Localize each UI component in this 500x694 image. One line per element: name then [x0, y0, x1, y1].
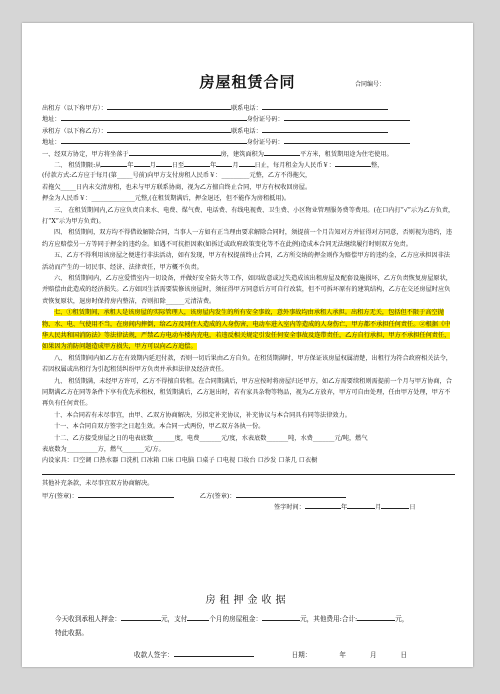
lessee-signature-label: 乙方(签章)： [199, 492, 236, 500]
other-terms-row [42, 467, 455, 478]
clause-7-highlighted [42, 307, 455, 353]
lessor-id-field[interactable] [284, 113, 410, 121]
lessee-phone-label: 联系电话： [230, 127, 262, 135]
page-title: 房屋租赁合同 [199, 73, 296, 91]
receipt-day-label: 日 [400, 651, 408, 659]
receipt-date-label: 日期： [291, 651, 312, 659]
clause-12: 十二、乙方接受房屋之日的电表底数_______度，电费_______元/度，水表底数_______吨，水费_______元/吨，燃气 [54, 434, 368, 442]
receipt-rent-field[interactable] [262, 613, 300, 621]
lessor-address-field[interactable] [61, 113, 247, 121]
other-terms-text: 其他补充条款，未尽事宜双方协商解决。 [42, 480, 154, 488]
lessee-address-field[interactable] [61, 136, 247, 144]
signature-date-label: 签字时间： [274, 504, 305, 511]
monthly-rent-field[interactable] [335, 159, 371, 167]
lessee-id-field[interactable] [284, 136, 410, 144]
clause-2-to: 日至 [171, 161, 185, 169]
sign-month-label: 月 [375, 504, 382, 511]
sign-day-label: 日 [409, 504, 416, 511]
lessee-label: 承租方（以下称乙方）： [42, 127, 107, 135]
lessee-phone-field[interactable] [262, 125, 388, 133]
clause-2-text: 二、 租赁期限:从 [54, 161, 102, 169]
receipt-signer-label: 收款人签字： [134, 651, 174, 659]
lessee-id-label: 身份证号码： [246, 139, 284, 147]
clause-1-text-b: 房，建筑面积为 [220, 150, 264, 158]
end-year-field[interactable] [184, 159, 210, 167]
receipt-deposit-label: 今天收到承租人押金： [55, 615, 121, 623]
clause-4: 四、 租赁期间，双方均不得借故解除合同，当事人一方如有正当理由要求解除合同时，须提前一个月告知对方并征得对方同意，否则视为违约，违约方应赔偿另一方等同于押金的违约金。如遇不可抗拒因素(如拆迁或政府政策变化等不在此例)造成本合同无法继续履行时则双方免责。 [42, 229, 452, 248]
start-year-field[interactable] [101, 159, 127, 167]
clause-3: 三、 在租赁期间内,乙方应负责自来水、电费、煤气费、电话费、有线电视费、卫生费、小区物业管理服务费等费用。(在口内打“√”示为乙方负责，打“X”示为甲方负责)。 [42, 206, 455, 225]
clause-2-line-4: 押金为人民币￥：______________元整,(在租赁期满后，押金退还，但不能作为房租抵用)。 [42, 195, 291, 203]
receipt-line-1 [55, 613, 408, 623]
clause-1-text: 一、经双方协定，甲方将坐落于 [42, 150, 129, 158]
sign-month-field[interactable] [347, 501, 375, 509]
start-month-field[interactable] [134, 159, 150, 167]
receipt-year-label: 年 [339, 651, 346, 659]
clause-1-text-c: 平方米，租赁期用途为住宅使用。 [299, 150, 393, 158]
receipt-line-2: 特此收据。 [55, 629, 88, 637]
end-month-field[interactable] [216, 159, 232, 167]
sign-year-field[interactable] [305, 501, 341, 509]
sign-year-label: 年 [340, 504, 348, 511]
receipt-paid-label: 元，支付 [160, 615, 188, 623]
lessor-id-label: 身份证号码： [246, 116, 284, 124]
lessee-address-row [42, 136, 455, 147]
clause-2-year-b: 年 [210, 161, 217, 169]
receipt-signer-row [134, 649, 407, 659]
contract-number-label: 合同编号： [355, 81, 386, 88]
clause-2-rent-label: 日止，每月租金为人民币￥： [254, 161, 335, 169]
lessor-name-field[interactable] [107, 102, 231, 110]
receipt-month-label: 月 [369, 651, 377, 659]
receipt-deposit-field[interactable] [121, 613, 161, 621]
clause-2 [42, 159, 455, 170]
clause-11: 十一、本合同自双方签字之日起生效。本合同一式两份，甲乙双方各执一份。 [54, 423, 265, 431]
furniture-inventory: 内设家具：口空调 口热水器 口洗机 口冰箱 口床 口电脑 口桌子 口电视 口妆台 口沙发 口茶几 口衣橱 [42, 457, 318, 465]
lessor-signature-field[interactable] [78, 490, 174, 498]
receipt-title: 房租押金收据 [205, 595, 290, 606]
area-field[interactable] [264, 148, 300, 156]
lessor-label: 出租方（以下称甲方）： [42, 105, 107, 112]
lessor-phone-label: 联系电话： [230, 105, 262, 112]
start-day-field[interactable] [156, 159, 172, 167]
clause-2-month-b: 月 [232, 161, 239, 169]
contract-page [22, 23, 473, 667]
signature-row [42, 490, 455, 501]
contract-body [42, 102, 455, 512]
clause-9: 九、 租赁期满，未经甲方许可，乙方不得擅自转租。在合同期满后，甲方应按时将房屋归还甲方，如乙方需要续租则需提前一个月与甲方协商，合同期满乙方在同等条件下享有优先承租权，租赁期满后，乙方退出时，若有家具杂物等物品，视为乙方放弃，甲方可自由处理，任由甲方处理，甲方不再负有任何责任。 [42, 377, 452, 408]
clause-2-year: 年 [127, 161, 134, 169]
property-location-field[interactable] [129, 148, 221, 156]
clause-2-line-3: 若拖欠_____日内未交清房租，也未与甲方联系协商，视为乙方擅自终止合同，甲方有权收回房屋。 [42, 183, 312, 191]
clause-8: 八、 租赁期间内如乙方在有效期内延迟付款，否则一切后果由乙方自负。在租赁期满时，甲方保证该房屋权属清楚，出租行为符合政府相关法令，若因权属或出租行为引起租赁纠纷甲方负责并承担法律及经济责任。 [42, 354, 452, 374]
sign-day-field[interactable] [381, 501, 409, 509]
receipt-total-field[interactable] [357, 613, 395, 621]
lessee-address-label: 地址： [42, 139, 61, 147]
lessee-name-field[interactable] [107, 125, 231, 133]
clause-2-line-2: (付款方式:乙方应于每月(第_____号前)向甲方支付房租人民币￥：_________元整，乙方不得拖欠， [42, 172, 312, 180]
receipt-yuan-label: 元， [395, 615, 409, 623]
clause-12-line-2: 表底数为__________方，燃气_______元/方。 [42, 446, 165, 454]
lessee-signature-field[interactable] [236, 490, 346, 498]
receipt-other-label: 元，其他费用:合计: [300, 615, 358, 623]
lessor-row [42, 102, 455, 113]
receipt-signer-field[interactable] [174, 649, 254, 657]
clause-6: 六、 租赁期间内，乙方应爱惜室内一切设备，并做好安全防火等工作，如因故意或过失造成该出租房屋及配套设施损坏，乙方负责恢复房屋原状，并赔偿由此造成的经济损失。乙方如因生活需要装修该房屋时，须征得甲方同意后方可自行改装，但不可拆坏原有的建筑结构，乙方在交还房屋时应负责恢复原状，退房时保持房内整洁，否则扣除______元清洁费。 [42, 274, 452, 305]
clause-2-month: 月 [149, 161, 156, 169]
clause-5: 五、乙方不得利用该房屋之便进行非法活动，如有发现，甲方有权提前终止合同，乙方所交纳的押金则作为赔偿甲方的违约金，乙方应承担因非法活动而产生的一切民事、经济、法律责任，甲方概不负责。 [42, 252, 450, 271]
clause-10: 十、本合同若有未尽事宜，由甲、乙双方协商解决，另拟定补充协议，补充协议与本合同具有同等法律效力。 [54, 411, 351, 419]
receipt-months-field[interactable] [187, 613, 209, 621]
end-day-field[interactable] [239, 159, 255, 167]
other-terms-blank[interactable] [42, 467, 455, 475]
lessee-row [42, 125, 455, 136]
clause-2-end: 整， [370, 161, 384, 169]
lessor-phone-field[interactable] [262, 102, 388, 110]
clause-1 [42, 148, 455, 159]
lessor-address-row [42, 113, 455, 124]
receipt-rent-label: 个月的房屋租金： [209, 615, 263, 623]
lessor-address-label: 地址： [42, 116, 61, 124]
signature-date-row [42, 501, 455, 512]
clause-7-text: 七、①租赁期间，承租人是该房屋的实际管理人，该房屋内发生的所有安全事故，意外事故均由承租人承担。出租方无关，包括但不限于高空抛物、水、电、气使用不当，在房间内摔倒，给乙方及同住人造成的人身伤害，电动车进入室内等造成的人身伤亡，甲方都不承担任何责任。②根据《中华人民共和国消防法》等法律法规，严禁乙方电动车楼内充电，若违反相关规定引发任何安全事故及连带责任，乙方自行承担，甲方不承担任何责任，如果因为消防问题造成甲方损失，甲方可以向乙方追偿。 [42, 309, 451, 351]
lessor-signature-label: 甲方(签章)： [42, 492, 78, 500]
